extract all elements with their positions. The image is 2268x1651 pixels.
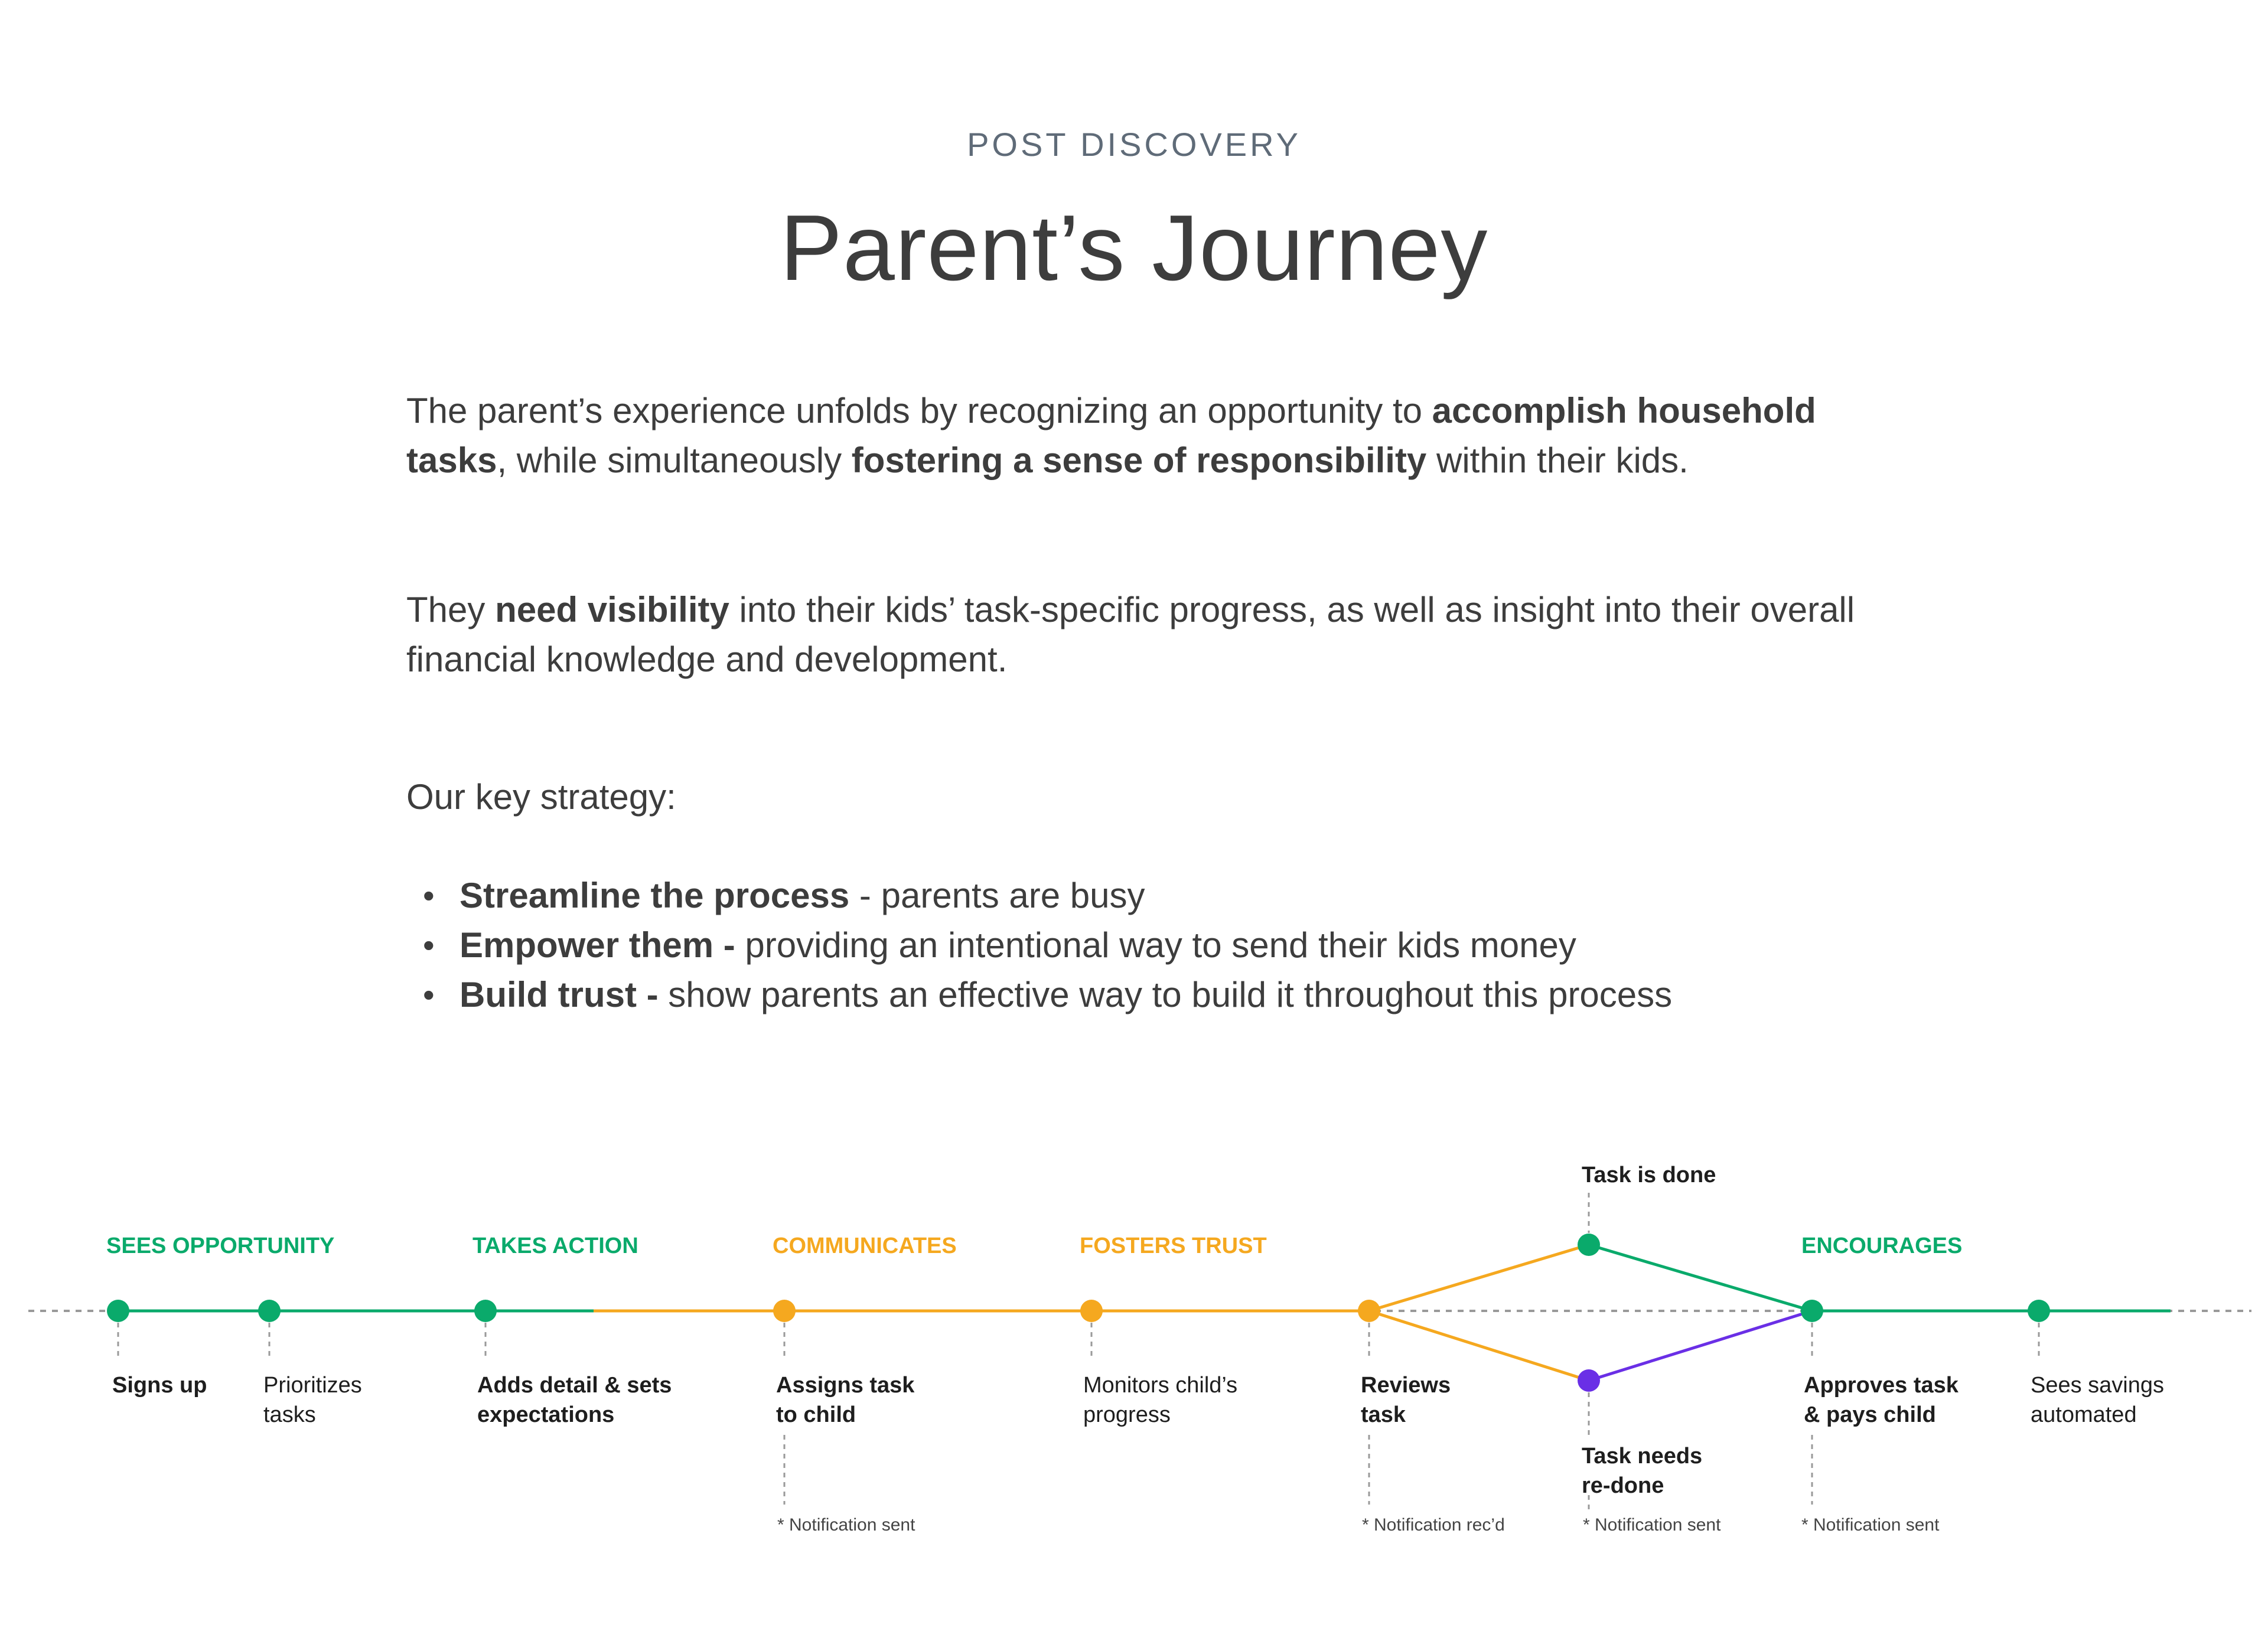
intro-text: within their kids. bbox=[1426, 441, 1689, 480]
step-label: automated bbox=[2031, 1402, 2137, 1427]
step-label: Prioritizes bbox=[263, 1373, 362, 1398]
branch-down-purple bbox=[1589, 1311, 1812, 1381]
phase-label: FOSTERS TRUST bbox=[1080, 1234, 1267, 1258]
notification-note: * Notification sent bbox=[1801, 1515, 1940, 1535]
branch-down-orange bbox=[1369, 1311, 1589, 1381]
strategy-heading: Our key strategy: bbox=[406, 777, 676, 817]
phase-label: SEES OPPORTUNITY bbox=[106, 1234, 335, 1258]
intro-text: , while simultaneously bbox=[497, 441, 852, 480]
step-label: Reviews bbox=[1361, 1373, 1451, 1398]
phase-label: TAKES ACTION bbox=[472, 1234, 638, 1258]
strategy-item-title: Empower them - bbox=[460, 925, 735, 965]
step-label: tasks bbox=[263, 1402, 316, 1427]
journey-node bbox=[474, 1300, 497, 1322]
strategy-item-title: Build trust - bbox=[460, 975, 659, 1014]
step-label: to child bbox=[776, 1402, 856, 1427]
strategy-item-title: Streamline the process bbox=[460, 876, 850, 915]
branch-up-orange bbox=[1369, 1245, 1589, 1311]
step-label: expectations bbox=[477, 1402, 615, 1427]
intro-text: into their kids’ task-specific progress, as well as insight into their overall financial knowledge and development. bbox=[406, 590, 1855, 679]
intro-emphasis: need visibility bbox=[495, 590, 729, 629]
journey-node bbox=[2028, 1300, 2050, 1322]
intro-text: The parent’s experience unfolds by recognizing an opportunity to bbox=[406, 391, 1432, 430]
step-label: Signs up bbox=[112, 1373, 207, 1398]
journey-node bbox=[773, 1300, 796, 1322]
journey-node bbox=[258, 1300, 281, 1322]
phase-label: ENCOURAGES bbox=[1801, 1234, 1963, 1258]
strategy-item-text: - parents are busy bbox=[849, 876, 1145, 915]
step-label: & pays child bbox=[1804, 1402, 1936, 1427]
journey-node bbox=[1801, 1300, 1823, 1322]
journey-node-redo bbox=[1578, 1369, 1600, 1392]
step-label: progress bbox=[1083, 1402, 1171, 1427]
intro-emphasis: accomplish household tasks bbox=[406, 391, 1816, 480]
branch-up-green bbox=[1589, 1245, 1812, 1311]
intro-text: They bbox=[406, 590, 496, 629]
step-label: Assigns task bbox=[776, 1373, 915, 1398]
journey-node bbox=[107, 1300, 129, 1322]
notification-note: * Notification sent bbox=[777, 1515, 915, 1535]
notification-note: * Notification sent bbox=[1583, 1515, 1721, 1535]
intro-emphasis: fostering a sense of responsibility bbox=[851, 441, 1427, 480]
notification-note: * Notification rec’d bbox=[1362, 1515, 1505, 1535]
page-title: Parent’s Journey bbox=[780, 196, 1488, 300]
eyebrow-label: POST DISCOVERY bbox=[967, 126, 1301, 163]
step-label: Adds detail & sets bbox=[477, 1373, 672, 1398]
phase-label: COMMUNICATES bbox=[773, 1234, 957, 1258]
strategy-item-text: providing an intentional way to send their kids money bbox=[735, 925, 1576, 965]
branch-label-redo: Task needs bbox=[1582, 1444, 1703, 1469]
step-label: task bbox=[1361, 1402, 1406, 1427]
step-label: Monitors child’s bbox=[1083, 1373, 1238, 1398]
step-label: Sees savings bbox=[2031, 1373, 2165, 1398]
journey-node bbox=[1358, 1300, 1380, 1322]
journey-node-done bbox=[1578, 1234, 1600, 1256]
branch-label-redo: re-done bbox=[1582, 1473, 1664, 1498]
journey-node bbox=[1080, 1300, 1103, 1322]
branch-label-done: Task is done bbox=[1582, 1163, 1716, 1187]
step-label: Approves task bbox=[1804, 1373, 1959, 1398]
strategy-item-text: show parents an effective way to build it throughout this process bbox=[658, 975, 1673, 1014]
connector-lines bbox=[118, 1193, 2039, 1512]
